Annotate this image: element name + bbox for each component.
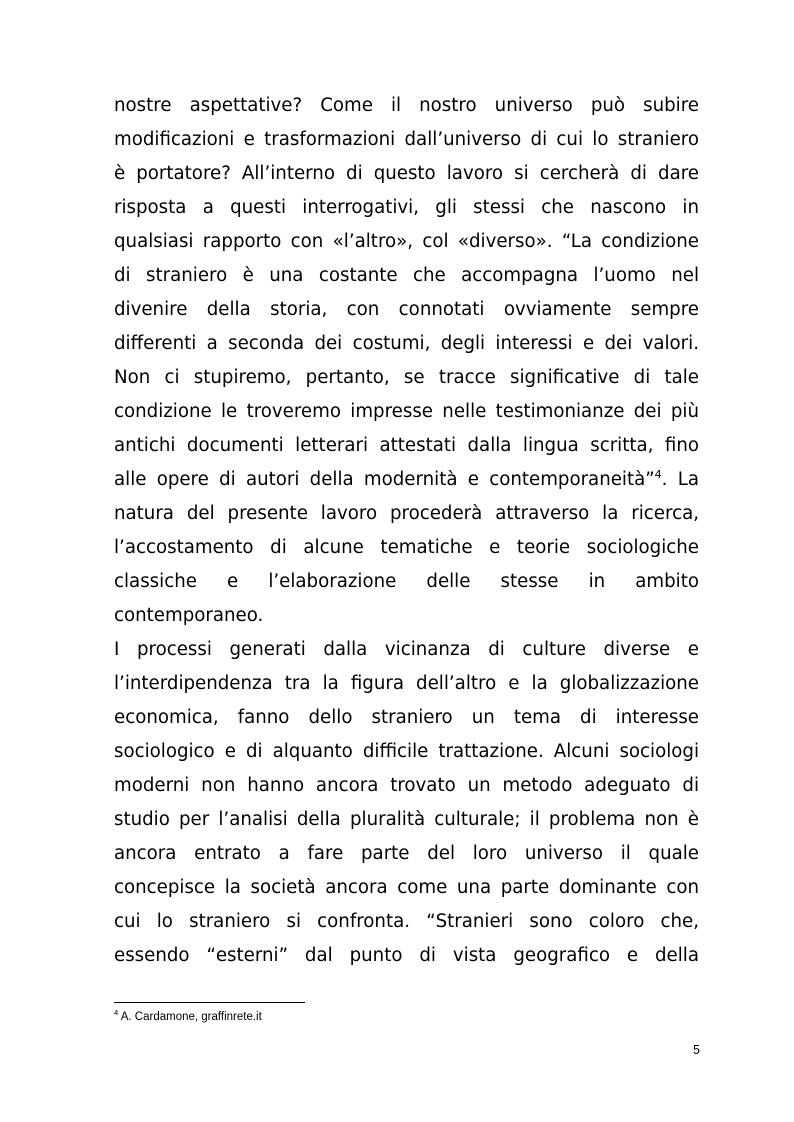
footnote-separator xyxy=(114,1002,305,1003)
page-number: 5 xyxy=(693,1043,700,1057)
text-line: Non ci stupiremo, pertanto, se tracce significative di tale xyxy=(114,367,699,388)
text-line: condizione le troveremo impresse nelle testimonianze dei più xyxy=(114,401,699,422)
text-line: qualsiasi rapporto con «l’altro», col «diverso». “La condizione xyxy=(114,231,699,252)
text-line: ancora entrato a fare parte del loro universo il quale xyxy=(114,843,699,864)
text-line: divenire della storia, con connotati ovviamente sempre xyxy=(114,299,699,320)
text-line: è portatore? All’interno di questo lavoro si cercherà di dare xyxy=(114,163,699,184)
text-line-with-footnote xyxy=(114,463,699,497)
text-line: antichi documenti letterari attestati dalla lingua scritta, fino xyxy=(114,435,699,456)
text-line: natura del presente lavoro procederà attraverso la ricerca, xyxy=(114,503,699,524)
text-line: cui lo straniero si confronta. “Stranieri sono coloro che, xyxy=(114,911,699,932)
text-line: studio per l’analisi della pluralità culturale; il problema non è xyxy=(114,809,699,830)
text-line: di straniero è una costante che accompagna l’uomo nel xyxy=(114,265,699,286)
text-line: sociologico e di alquanto difficile trattazione. Alcuni sociologi xyxy=(114,741,699,762)
text-line: I processi generati dalla vicinanza di culture diverse e xyxy=(114,639,699,660)
text-line: differenti a seconda dei costumi, degli interessi e dei valori. xyxy=(114,333,699,354)
text-line: economica, fanno dello straniero un tema di interesse xyxy=(114,707,699,728)
text-line: risposta a questi interrogativi, gli stessi che nascono in xyxy=(114,197,699,218)
text-line: essendo “esterni” dal punto di vista geografico e della xyxy=(114,945,699,966)
footnote xyxy=(114,1010,262,1024)
text-line: contemporaneo. xyxy=(114,605,264,626)
text-line: classiche e l’elaborazione delle stesse in ambito xyxy=(114,571,699,592)
footnote-marker: 4 xyxy=(114,1008,119,1018)
footnote-reference: 4 xyxy=(654,467,662,481)
text-line: modificazioni e trasformazioni dall’universo di cui lo straniero xyxy=(114,129,699,150)
body-text xyxy=(114,89,699,973)
text-line: l’interdipendenza tra la figura dell’altro e la globalizzazione xyxy=(114,673,699,694)
text-line: concepisce la società ancora come una parte dominante con xyxy=(114,877,699,898)
footnote-text: A. Cardamone, graffinrete.it xyxy=(118,1011,262,1023)
text-line: moderni non hanno ancora trovato un metodo adeguato di xyxy=(114,775,699,796)
text-line: nostre aspettative? Come il nostro universo può subire xyxy=(114,95,699,116)
text-line: l’accostamento di alcune tematiche e teorie sociologiche xyxy=(114,537,699,558)
text-line-main: alle opere di autori della modernità e contemporaneità” xyxy=(114,469,655,490)
text-line-tail: . La xyxy=(661,469,699,490)
